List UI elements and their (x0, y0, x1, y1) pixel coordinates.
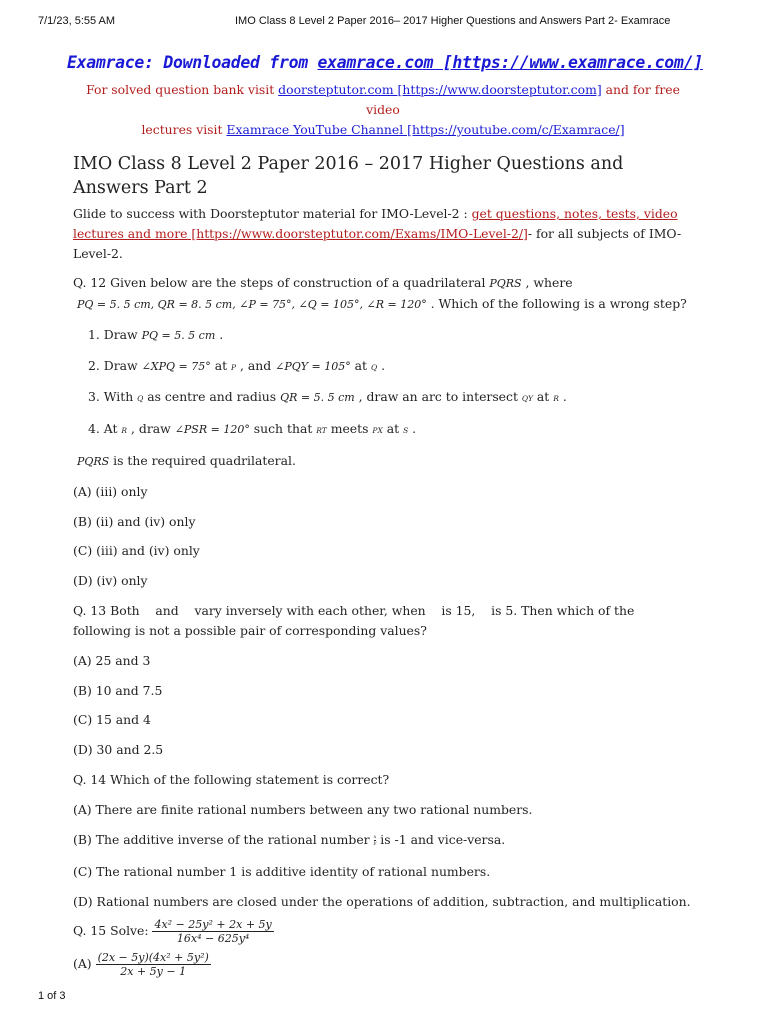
q12-option-a: (A) (iii) only (73, 483, 148, 499)
q13-option-c: (C) 15 and 4 (73, 712, 151, 728)
q12-option-d: (D) (iv) only (73, 573, 148, 589)
doorsteptutor-link[interactable]: doorsteptutor.com [https://www.doorsteptutor.com] (278, 82, 602, 97)
page-counter: 1 of 3 (38, 990, 66, 1002)
fraction (152, 918, 273, 945)
q12-option-b: (B) (ii) and (iv) only (73, 513, 196, 529)
q12-step-2 (88, 356, 693, 378)
math-expression: PQ = 5. 5 cm, QR = 8. 5 cm, ∠P = 75°, ∠Q = 105°, ∠R = 120° (76, 298, 427, 311)
promo-line-2 (73, 120, 693, 140)
promo-line-1 (73, 80, 693, 120)
step-text: at (350, 357, 371, 373)
step-text: . (377, 357, 386, 373)
step-text: at (382, 421, 404, 437)
document-page (67, 50, 703, 978)
page-title: IMO Class 8 Level 2 Paper 2016 – 2017 Higher Questions and Answers Part 2 (73, 154, 624, 198)
question-14: Q. 14 Which of the following statement is correct? (73, 771, 390, 787)
option-text: (B) The additive inverse of the rational number (73, 831, 374, 847)
q12-step-4 (88, 419, 693, 441)
youtube-channel-link[interactable]: Examrace YouTube Channel [https://youtube.com/c/Examrace/] (226, 122, 625, 137)
option-label: (A) (73, 955, 96, 971)
glide-text: - for all subjects of IMO-Level-2. (73, 226, 682, 261)
fraction-numerator: 4x² − 25y² + 2x + 5y (154, 917, 272, 931)
q13-option-a: (A) 25 and 3 (73, 652, 151, 668)
q14-option-d: (D) Rational numbers are closed under the operations of addition, subtraction, and multiplication. (73, 893, 691, 909)
q12-step-3 (88, 387, 693, 409)
q12-conclusion (73, 451, 693, 472)
step-text: meets (326, 421, 373, 437)
examrace-link[interactable]: examrace.com [https://www.examrace.com/] (317, 53, 703, 72)
print-page-title: IMO Class 8 Level 2 Paper 2016– 2017 Higher Questions and Answers Part 2- Examrace (235, 15, 671, 27)
step-text: such that (249, 421, 317, 437)
math-expression: ∠PSR = 120° (174, 423, 250, 437)
option-text: is -1 and vice-versa. (380, 831, 506, 847)
q13-option-b: (B) 10 and 7.5 (73, 682, 163, 698)
math-expression: PQRS (489, 277, 522, 290)
promo-text: For solved question bank visit (86, 82, 279, 97)
question-text: Q. 12 Given below are the steps of construction of a quadrilateral (73, 275, 490, 290)
step-text: 3. With (88, 389, 138, 405)
math-expression: QY (521, 394, 533, 404)
promo-text: and for free video (366, 82, 680, 117)
step-text: 2. Draw (88, 357, 142, 373)
examrace-banner (67, 53, 703, 73)
step-text: at (532, 389, 554, 405)
q12-option-c: (C) (iii) and (iv) only (73, 543, 200, 559)
banner-prefix: Examrace: Downloaded from (67, 53, 318, 72)
q14-option-a: (A) There are finite rational numbers between any two rational numbers. (73, 801, 533, 817)
q12-step-1 (88, 325, 693, 346)
step-text: , draw (127, 421, 175, 437)
math-expression: ∠PQY = 105° (275, 359, 351, 373)
conclusion-text: is the required quadrilateral. (109, 452, 296, 468)
step-text: 4. At (88, 421, 122, 437)
print-footer (38, 990, 66, 1002)
question-15 (73, 918, 693, 945)
math-expression: RT (316, 426, 327, 436)
fraction (96, 951, 211, 978)
fraction-denominator: 2x + 5y − 1 (120, 964, 187, 978)
math-expression: P (231, 362, 237, 372)
fraction-numerator: (2x − 5y)(4x² + 5y²) (97, 950, 209, 964)
math-expression: QR = 5. 5 cm (280, 391, 355, 405)
step-text: . (558, 389, 567, 405)
math-expression: PQRS (76, 454, 110, 468)
fraction-numerator: x (373, 833, 377, 840)
step-text: . (408, 421, 417, 437)
math-expression: Q (370, 362, 378, 372)
fraction-denominator: y (373, 839, 377, 846)
math-expression: Q (137, 394, 144, 404)
glide-text: Glide to success with Doorsteptutor material for IMO-Level-2 : (73, 206, 472, 221)
doorsteptutor-imo-link[interactable]: get questions, notes, tests, video lectures and more [https://www.doorsteptutor.com/Exams/IMO-Level-2/] (73, 206, 678, 241)
question-text: . Which of the following is a wrong step? (426, 296, 687, 311)
math-expression: R (553, 394, 559, 404)
step-text: . (215, 326, 224, 342)
fraction (374, 835, 377, 846)
step-text: , and (236, 357, 276, 373)
step-text: as centre and radius (143, 389, 281, 405)
math-expression: PQ = 5. 5 cm (141, 328, 216, 342)
q13-option-d: (D) 30 and 2.5 (73, 742, 164, 758)
q14-option-b (73, 830, 693, 850)
step-text: , draw an arc to intersect (354, 389, 522, 405)
math-expression: PX (372, 426, 383, 436)
step-text: at (210, 357, 231, 373)
question-13: Q. 13 Both and vary inversely with each other, when is 15, is 5. Then which of the following is not a possible pair of corresponding values? (73, 602, 639, 638)
step-text: 1. Draw (88, 326, 142, 342)
q14-option-c: (C) The rational number 1 is additive identity of rational numbers. (73, 863, 491, 879)
question-text: , where (521, 275, 573, 290)
math-expression: ∠XPQ = 75° (141, 359, 211, 373)
question-text: Q. 15 Solve: (73, 922, 153, 938)
math-expression: R (121, 426, 128, 436)
promo-text: lectures visit (141, 122, 227, 137)
fraction-denominator: 16x⁴ − 625y⁴ (176, 931, 250, 945)
glide-paragraph (73, 204, 693, 264)
question-12 (73, 273, 693, 315)
q15-option-a (73, 951, 693, 978)
math-expression: S (403, 426, 409, 436)
print-date: 7/1/23, 5:55 AM (38, 15, 116, 27)
